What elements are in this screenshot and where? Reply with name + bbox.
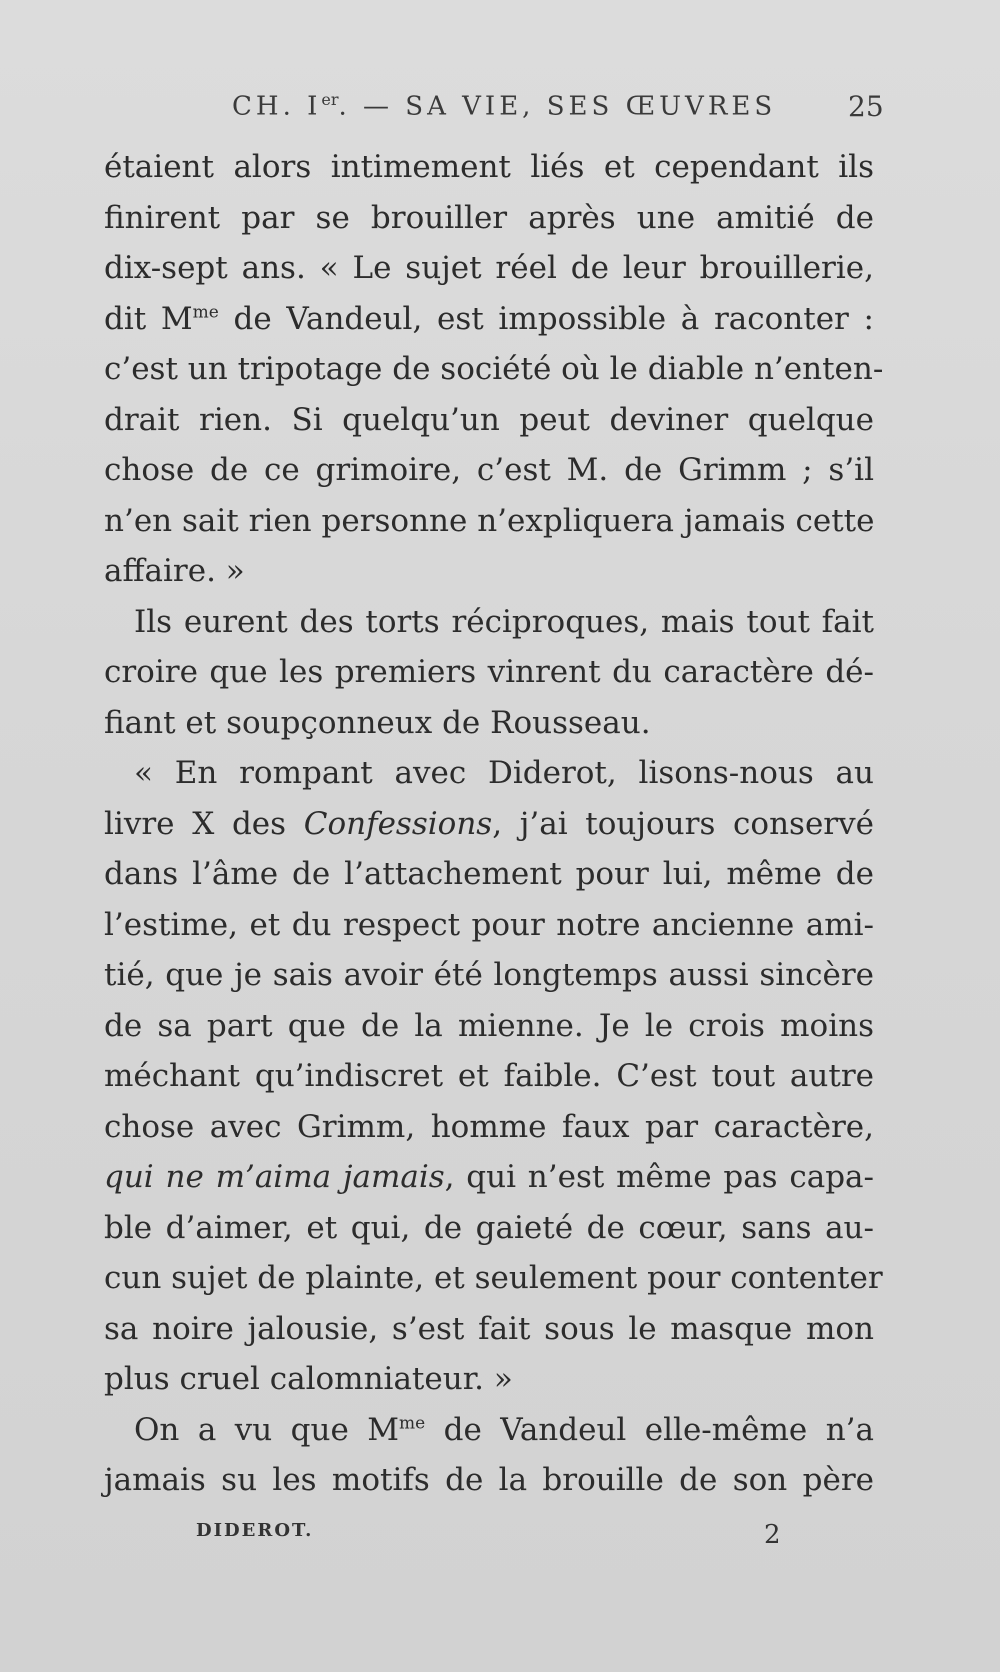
text-line: drait rien. Si quelqu’un peut deviner quelque — [104, 401, 874, 438]
text-line: c’est un tripotage de société où le diable n’enten- — [104, 351, 884, 387]
text-line — [104, 294, 874, 345]
running-head — [232, 90, 882, 122]
text-line: sa noire jalousie, s’est fait sous le masque mon — [104, 1310, 874, 1347]
text-line: de sa part que de la mienne. Je le crois moins — [104, 1007, 874, 1044]
footer-signature: DIDEROT. — [196, 1520, 314, 1541]
text-line: ble d’aimer, et qui, de gaieté de cœur, sans au- — [104, 1209, 874, 1246]
paragraph-start-line: Ils eurent des torts réciproques, mais tout fait — [134, 603, 874, 640]
text-line: fiant et soupçonneux de Rousseau. — [104, 704, 651, 741]
text-segment: , qui n’est même pas capa- — [444, 1159, 874, 1195]
text-segment: , j’ai toujours conservé — [492, 805, 874, 842]
text-segment: de Vandeul elle-même n’a — [425, 1411, 874, 1448]
text-line: cun sujet de plainte, et seulement pour contenter — [104, 1260, 883, 1296]
superscript: me — [399, 1413, 426, 1434]
text-line: jamais su les motifs de la brouille de son père — [104, 1462, 874, 1498]
sheet-number: 2 — [764, 1520, 781, 1550]
page-number: 25 — [848, 90, 884, 123]
superscript: me — [192, 302, 219, 323]
body-text — [104, 142, 884, 1506]
text-line: dix-sept ans. « Le sujet réel de leur brouillerie, — [104, 250, 874, 286]
paragraph-start-line — [104, 1405, 874, 1456]
chapter-title: . — SA VIE, SES ŒUVRES — [338, 91, 777, 122]
text-line — [104, 799, 874, 850]
text-line: croire que les premiers vinrent du caractère dé- — [104, 654, 874, 690]
text-line: dans l’âme de l’attachement pour lui, même de — [104, 856, 874, 892]
chapter-label: CH. I — [232, 91, 322, 122]
chapter-superscript: er — [321, 90, 339, 109]
text-line: tié, que je sais avoir été longtemps aussi sincère — [104, 957, 874, 993]
text-segment: livre X des — [104, 805, 304, 842]
text-line: chose avec Grimm, homme faux par caractère, — [104, 1108, 874, 1145]
italic-title: Confessions — [303, 805, 493, 842]
text-segment: de Vandeul, est impossible à raconter : — [218, 300, 874, 337]
paragraph-start-line: « En rompant avec Diderot, lisons-nous au — [134, 755, 874, 791]
text-segment: dit M — [104, 300, 193, 337]
italic-quote: qui ne m’aima jamais — [104, 1159, 445, 1195]
text-line: n’en sait rien personne n’expliquera jamais cette — [104, 502, 875, 539]
text-line: chose de ce grimoire, c’est M. de Grimm ; s’il — [104, 452, 874, 488]
text-line: méchant qu’indiscret et faible. C’est tout autre — [104, 1058, 874, 1094]
text-line: étaient alors intimement liés et cependant ils — [104, 149, 874, 185]
text-line: l’estime, et du respect pour notre ancienne ami- — [104, 906, 874, 943]
text-segment: On a vu que M — [134, 1411, 400, 1448]
text-line: affaire. » — [104, 553, 245, 589]
text-line: plus cruel calomniateur. » — [104, 1361, 513, 1397]
text-line — [104, 1152, 874, 1203]
text-line: finirent par se brouiller après une amitié de — [104, 199, 874, 236]
